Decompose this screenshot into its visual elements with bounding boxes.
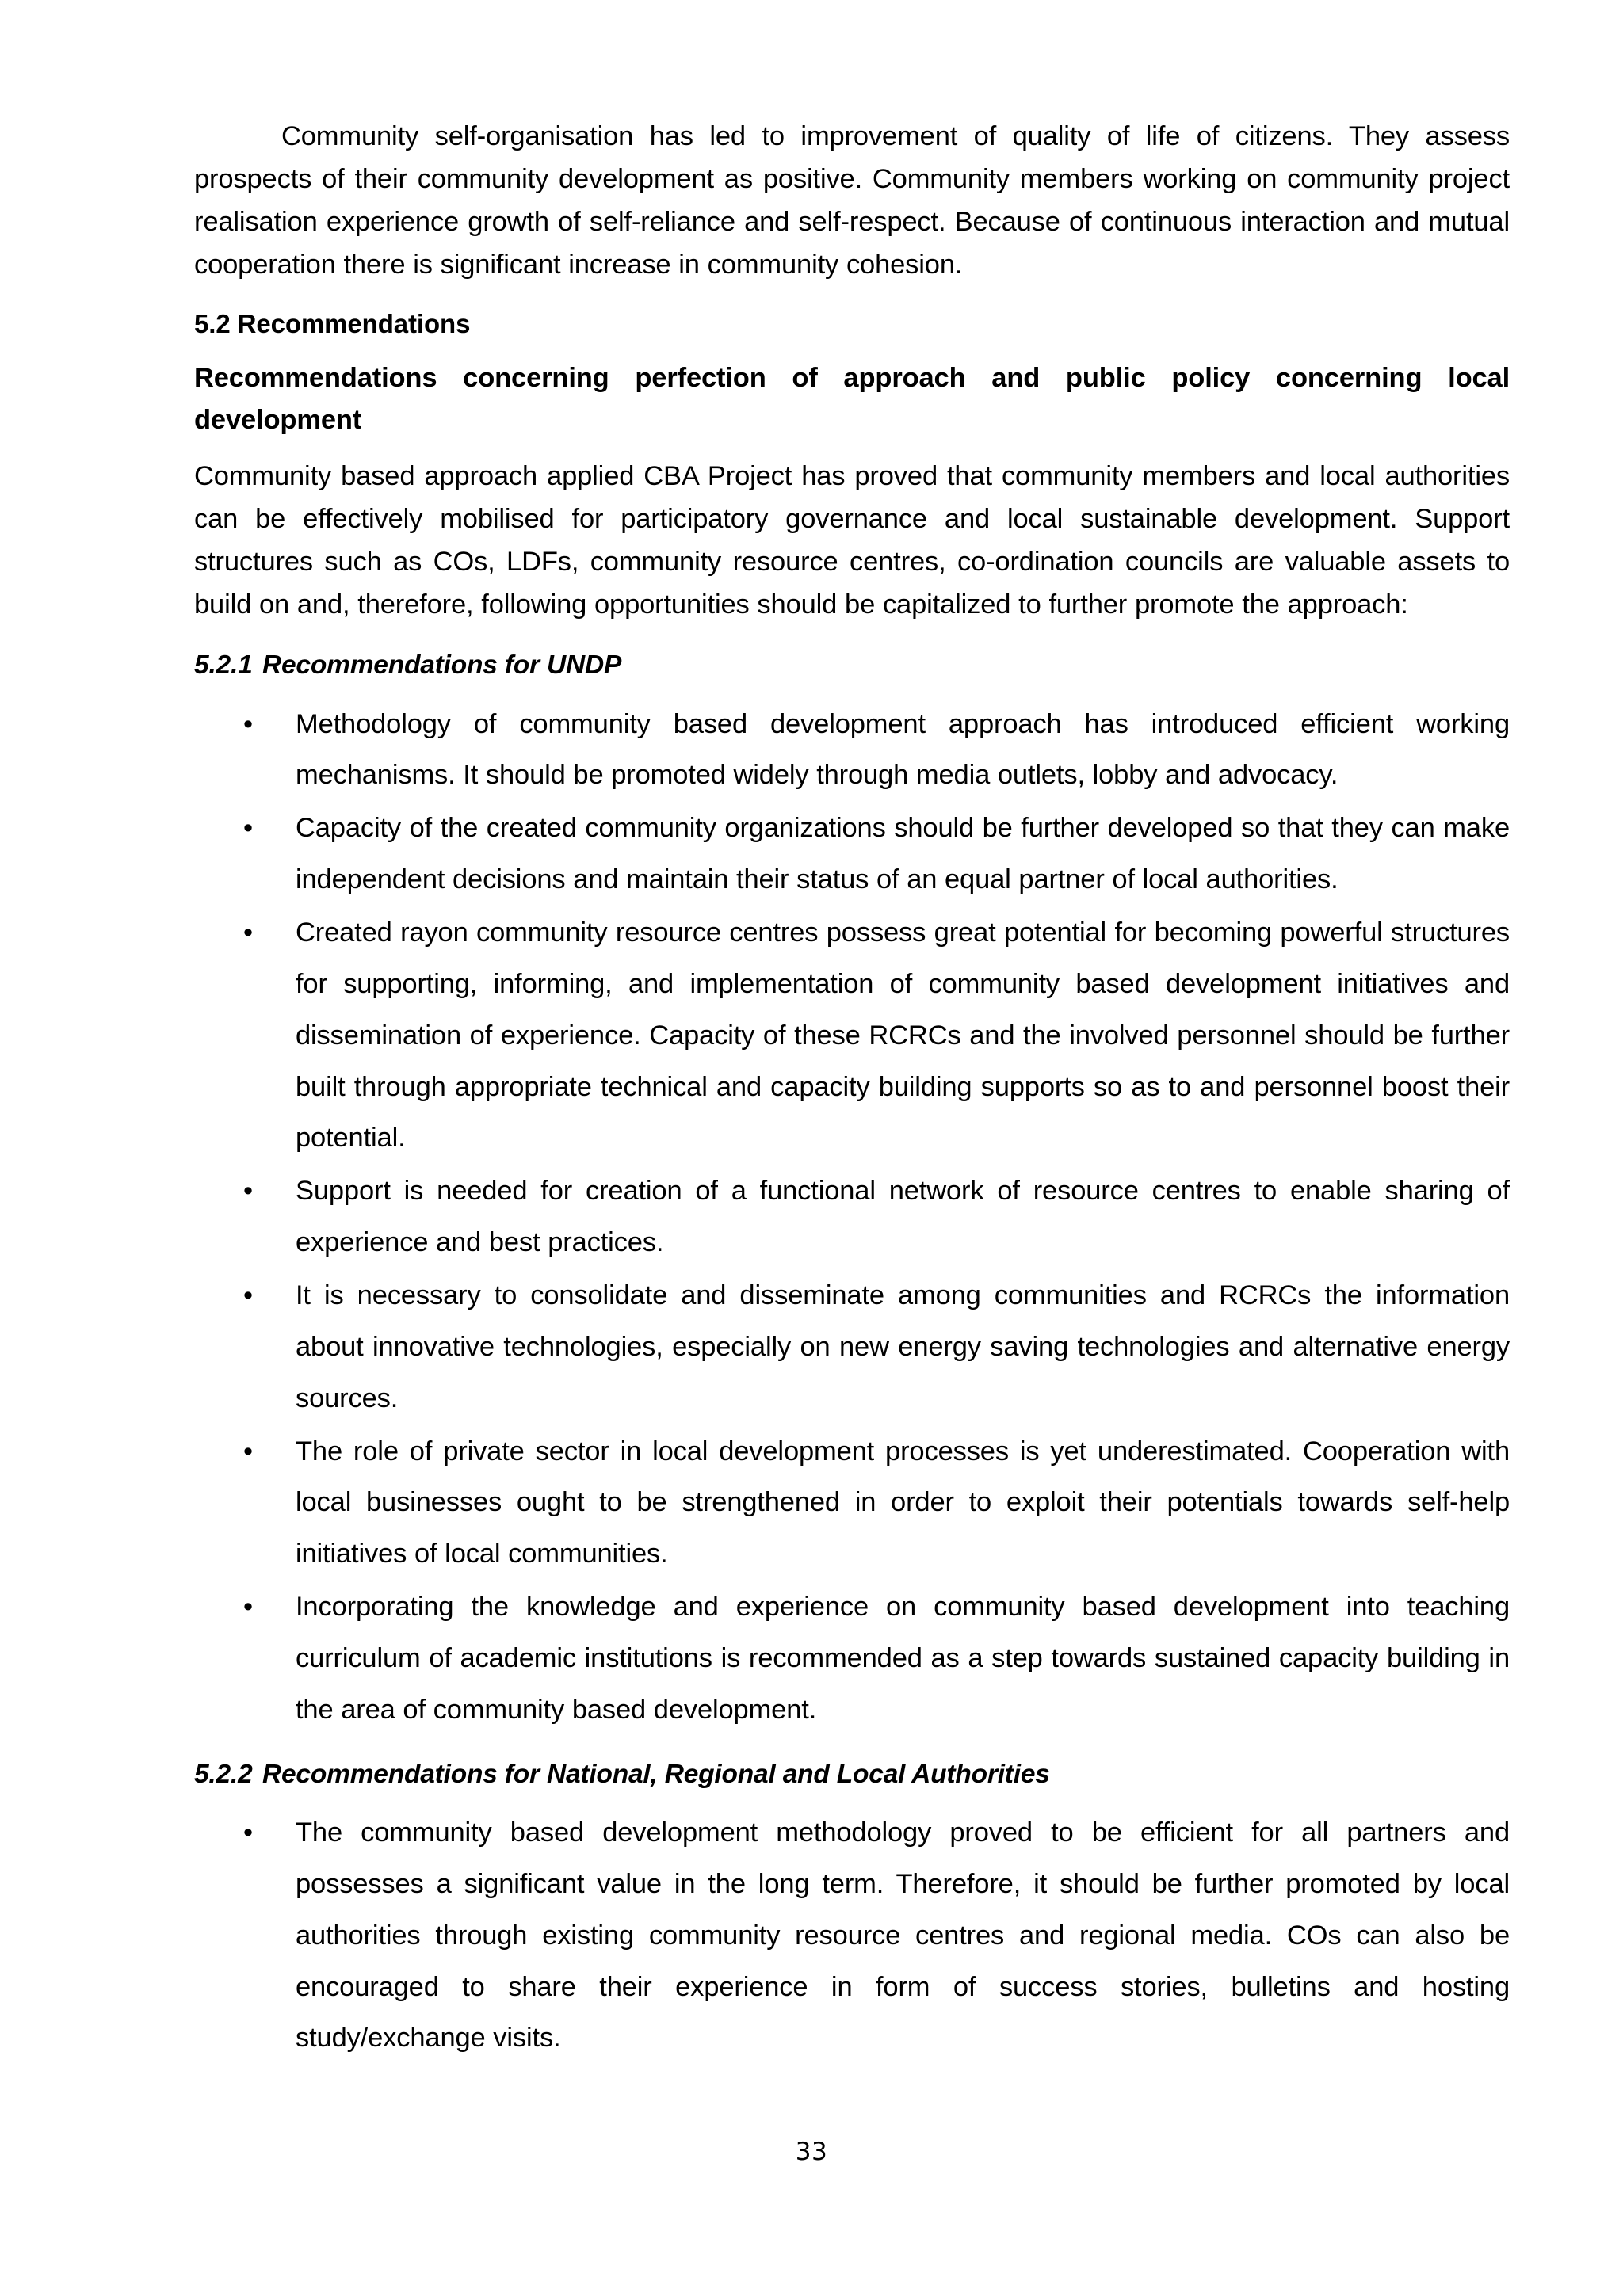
list-item-text: Created rayon community resource centres possess great potential for becoming powerful structures for supporting, informing, and implementation of community based development initiatives and dissemination of experience. Capacity of these RCRCs and the involved personnel should be further built through appropriate technical and capacity building supports so as to and personnel boost their potential.: [296, 917, 1510, 1154]
subsection-heading-5-2-2: [194, 1755, 1510, 1794]
intro-paragraph: Community self-organisation has led to improvement of quality of life of citizens. They assess prospects of their community development as positive. Community members working on community project realisation experience growth of self-reliance and self-respect. Because of continuous interaction and mutual cooperation there is significant increase in community cohesion.: [194, 121, 1510, 280]
list-item-text: Capacity of the created community organizations should be further developed so that they can make independent decisions and maintain their status of an equal partner of local authorities.: [296, 813, 1510, 895]
list-item: [194, 699, 1510, 802]
subsection-title-5-2-2: Recommendations for National, Regional and Local Authorities: [262, 1759, 1050, 1789]
authorities-recommendations-list: [194, 1807, 1510, 2064]
list-item: [194, 1165, 1510, 1268]
bullet-icon: •: [243, 1592, 253, 1623]
list-item-text: It is necessary to consolidate and disseminate among communities and RCRCs the information about innovative technologies, especially on new energy saving technologies and alternative energy sources.: [296, 1280, 1510, 1413]
bullet-icon: •: [243, 1176, 253, 1207]
subsection-number-5-2-2: 5.2.2: [194, 1759, 253, 1789]
subsection-number-5-2-1: 5.2.1: [194, 650, 253, 681]
bullet-icon: •: [243, 1280, 253, 1310]
subsection-heading-5-2-1: [194, 646, 1510, 685]
bullet-icon: •: [243, 1436, 253, 1466]
bullet-icon: •: [243, 813, 253, 844]
list-item-text: Incorporating the knowledge and experience on community based development into teaching curriculum of academic institutions is recommended as a step towards sustained capacity building in the area of community based development.: [296, 1592, 1510, 1725]
bullet-icon: •: [243, 917, 253, 948]
undp-recommendations-list: [194, 699, 1510, 1736]
section-heading-5-2: 5.2 Recommendations: [194, 308, 471, 338]
list-item: [194, 803, 1510, 906]
list-item: [194, 1426, 1510, 1581]
page-content: [194, 116, 1510, 2065]
list-item-text: Support is needed for creation of a functional network of resource centres to enable sharing of experience and best practices.: [296, 1176, 1510, 1258]
list-item-text: The community based development methodology proved to be efficient for all partners and possesses a significant value in the long term. Therefore, it should be further promoted by local authorities through existing community resource centres and regional media. COs can also be encouraged to share their experience in form of success stories, bulletins and hosting study/exchange visits.: [296, 1817, 1510, 2054]
list-item: [194, 1807, 1510, 2064]
subsection-title-5-2-1: Recommendations for UNDP: [262, 650, 622, 681]
list-item: [194, 1581, 1510, 1736]
recommendations-bold-heading: Recommendations concerning perfection of approach and public policy concerning local development: [194, 363, 1510, 435]
list-item: [194, 907, 1510, 1164]
bullet-icon: •: [243, 1817, 253, 1848]
page-number: 33: [795, 2138, 828, 2166]
list-item-text: Methodology of community based development approach has introduced efficient working mechanisms. It should be promoted widely through media outlets, lobby and advocacy.: [296, 708, 1510, 791]
list-item: [194, 1270, 1510, 1425]
list-item-text: The role of private sector in local development processes is yet underestimated. Cooperation with local businesses ought to be strengthened in order to exploit their potentials towards self-help initiatives of local communities.: [296, 1436, 1510, 1569]
approach-paragraph: Community based approach applied CBA Project has proved that community members and local authorities can be effectively mobilised for participatory governance and local sustainable development. Support structures such as COs, LDFs, community resource centres, co-ordination councils are valuable assets to build on and, therefore, following opportunities should be capitalized to further promote the approach:: [194, 461, 1510, 620]
bullet-icon: •: [243, 708, 253, 739]
